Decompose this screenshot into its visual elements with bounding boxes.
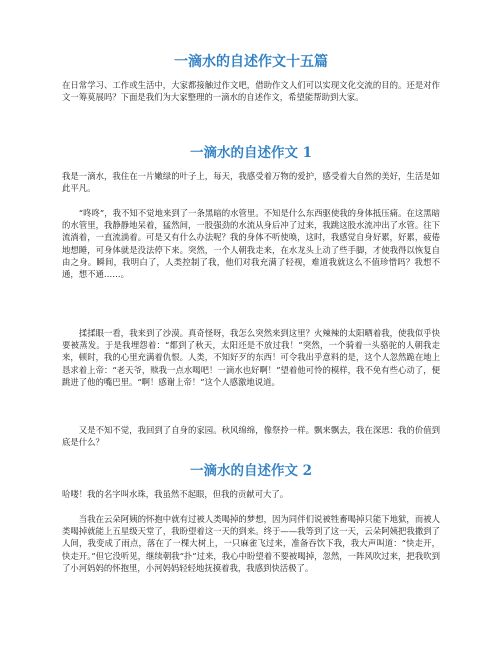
section-2-paragraph-1: 哈喽！我的名字叫水珠，我虽然不起眼，但我的贡献可大了。 (62, 489, 289, 499)
section-1-paragraph-4: 又是不知不觉，我回到了自身的家园。秋风绵绵，像祭拎一样。飘来飘去，我在深思：我的价值到底是什么？ (62, 425, 440, 448)
document-title: 一滴水的自述作文十五篇 (174, 54, 328, 70)
section-1-paragraph-1: 我是一滴水，我住在一片嫩绿的叶子上，每天，我感受着万物的爱护，感受着大自然的美好，生活是如此平凡。 (62, 171, 440, 194)
section-1-paragraph-2: “咚咚”，我不知不觉地来到了一条黑暗的水管里。不知是什么东西驱使我的身体抵压痛。在这黑暗的水管里，我静静地呆着，猛然间，一股强劲的水流从身后冲了过来，我跳这股水流冲出了水管。往下流淌着，一直流淌着。可是又有什么办法呢？我的身体不听使唤，这时，我感觉自身好累，好累，疲倦地想睡，可身体就是没法停下来。突然，一个人朝我走来，在水龙头上动了些手脚，才使我得以恢复自由之身。瞬间，我明白了，人类控制了我，他们对我充满了轻视，难道我就这么不值珍惜吗？我想不通，想不通……。 (62, 208, 440, 280)
section-heading-1: 一滴水的自述作文 1 (189, 145, 313, 161)
section-1-paragraph-3: 揉揉眼一看，我来到了沙漠。真奇怪呀，我怎么突然来到这里？火辣辣的太阳晒着我，使我似乎快要被蒸发。于是我埋怨着：“都到了秋天，太阳还是不放过我！”突然，一个骑着一头骆驼的人朝我走来，顿时，我的心里充满着仇恨。人类，不知好歹的东西！可令我出乎意料的是，这个人忽然跪在地上恳求着上帝：“老天爷，赎我一点水喝吧！一滴水也好啊！”望着他可怜的模样，我不免有些心动了，便跳进了他的嘴巴里。“啊！感谢上帝！”这个人感激地说道。 (62, 328, 440, 387)
intro-paragraph: 在日常学习、工作或生活中，大家都接触过作文吧，借助作文人们可以实现文化交流的目的。还是对作文一筹莫展吗？下面是我们为大家整理的一滴水的自述作文，希望能帮助到大家。 (62, 80, 440, 103)
section-heading-2: 一滴水的自述作文 2 (189, 463, 313, 479)
section-2-paragraph-2: 当我在云朵阿姨的怀抱中就有过被人类喝掉的梦想，因为同伴们说被牲畜喝掉只能下地狱，而被人类喝掉就能上五星级天堂了，我盼望着这一天的到来。终于——我等到了这一天，云朵阿姨把我撒到了人间，我变成了雨点，落在了一棵大树上，一只麻雀飞过来，准备吞饮下我，我大声叫道：“快走开，快走开。”但它没听见，继续朝我“扑”过来，我心中盼望着不要被喝掉，忽然，一阵风吹过来，把我吹到了小河妈妈的怀抱里，小河妈妈轻轻地抚摸着我，我感到快活极了。 (62, 514, 440, 573)
